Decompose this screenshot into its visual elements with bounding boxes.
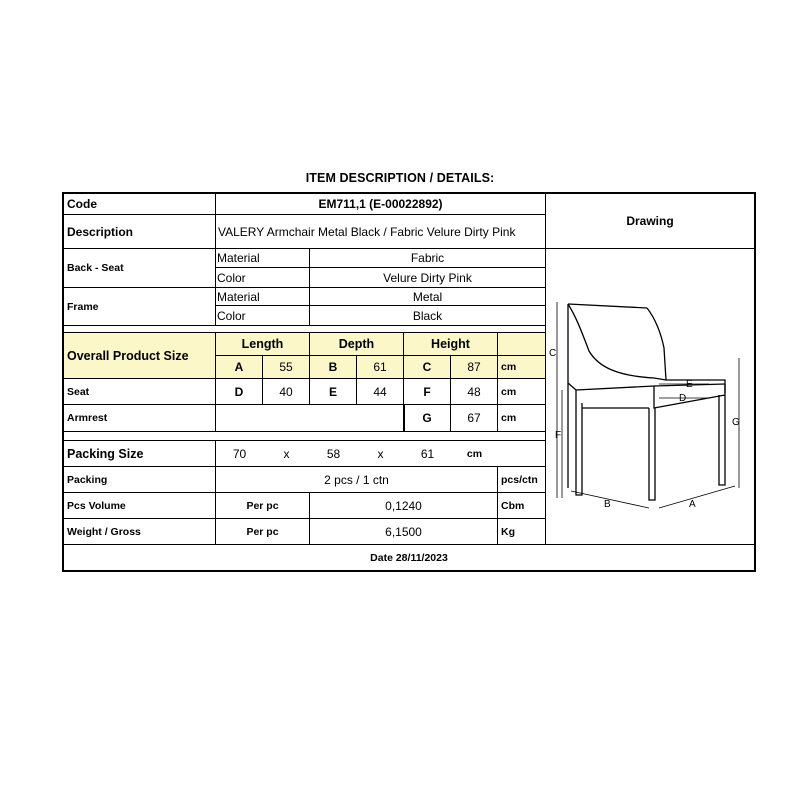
- pcs-volume-unit: Cbm: [498, 493, 546, 519]
- drawing-letter-a: A: [689, 499, 696, 510]
- drawing-letter-b: B: [604, 499, 611, 510]
- armrest-unit: cm: [498, 405, 546, 432]
- packing-label: Packing: [64, 467, 216, 493]
- sheet-title: ITEM DESCRIPTION / DETAILS:: [305, 171, 495, 185]
- pcs-volume-label: Pcs Volume: [64, 493, 216, 519]
- dim-e-key: E: [310, 379, 357, 405]
- description-label: Description: [64, 215, 216, 249]
- chair-drawing: [549, 288, 749, 518]
- chair-leg-front-left: [576, 390, 582, 495]
- divider: [64, 432, 546, 441]
- chair-arm-lower: [576, 384, 725, 390]
- chair-right-back-edge: [647, 308, 666, 380]
- drawing-letter-g: G: [732, 417, 740, 428]
- back-seat-label: Back - Seat: [64, 249, 216, 287]
- drawing-letter-d: D: [679, 393, 687, 404]
- drawing-letter-e: E: [686, 379, 693, 390]
- chair-top-edge: [568, 304, 647, 308]
- packing-width: 58: [326, 446, 341, 461]
- dim-a-value: 55: [263, 356, 310, 379]
- frame-label: Frame: [64, 287, 216, 325]
- dim-c-value: 87: [451, 356, 498, 379]
- dim-e-value: 44: [357, 379, 404, 405]
- back-seat-material-label: Material: [216, 249, 310, 268]
- packing-height: 61: [420, 446, 435, 461]
- frame-color: Black: [310, 306, 546, 325]
- armrest-label: Armrest: [64, 405, 216, 432]
- chair-leg-back-right: [719, 384, 725, 485]
- drawing-letter-c: C: [549, 348, 557, 359]
- armrest-blank: [216, 405, 404, 432]
- packing-size-label: Packing Size: [64, 441, 216, 467]
- frame-material-label: Material: [216, 287, 310, 306]
- length-header: Length: [216, 333, 310, 356]
- code-value: EM711,1 (E-00022892): [216, 194, 546, 215]
- divider: [64, 325, 546, 333]
- dim-a-key: A: [216, 356, 263, 379]
- pcs-volume-value: 0,1240: [310, 493, 498, 519]
- code-label: Code: [64, 194, 216, 215]
- depth-header: Depth: [310, 333, 404, 356]
- dim-c-key: C: [404, 356, 451, 379]
- packing-unit: pcs/ctn: [498, 467, 546, 493]
- frame-material: Metal: [310, 287, 546, 306]
- height-header: Height: [404, 333, 498, 356]
- packing-length: 70: [232, 446, 247, 461]
- dim-a-line: [659, 486, 735, 508]
- back-seat-material: Fabric: [310, 249, 546, 268]
- dim-f-key: F: [404, 379, 451, 405]
- dim-d-value: 40: [263, 379, 310, 405]
- overall-unit: cm: [498, 356, 546, 379]
- description-value: VALERY Armchair Metal Black / Fabric Velure Dirty Pink: [216, 215, 546, 249]
- weight-value: 6,1500: [310, 519, 498, 545]
- frame-color-label: Color: [216, 306, 310, 325]
- packing-size-unit: cm: [466, 447, 483, 460]
- packing-size-row: [216, 441, 546, 467]
- unit-header-blank: [498, 333, 546, 356]
- packing-x-2: x: [377, 446, 384, 461]
- back-seat-color-label: Color: [216, 268, 310, 287]
- weight-per: Per pc: [216, 519, 310, 545]
- chair-back-curve: [568, 304, 654, 378]
- date: Date 28/11/2023: [370, 551, 448, 564]
- drawing-label: Drawing: [546, 194, 754, 249]
- dim-b-key: B: [310, 356, 357, 379]
- back-seat-color: Velure Dirty Pink: [310, 268, 546, 287]
- seat-label: Seat: [64, 379, 216, 405]
- weight-label: Weight / Gross: [64, 519, 216, 545]
- drawing-letter-f: F: [555, 430, 562, 441]
- packing-x-1: x: [283, 446, 290, 461]
- chair-leg-front-right: [649, 408, 655, 500]
- pcs-volume-per: Per pc: [216, 493, 310, 519]
- dim-f-value: 48: [451, 379, 498, 405]
- dim-d-key: D: [216, 379, 263, 405]
- dim-g-key: G: [404, 405, 451, 432]
- dim-g-value: 67: [451, 405, 498, 432]
- overall-size-label: Overall Product Size: [64, 333, 216, 379]
- seat-unit: cm: [498, 379, 546, 405]
- dim-b-value: 61: [357, 356, 404, 379]
- weight-unit: Kg: [498, 519, 546, 545]
- packing-value: 2 pcs / 1 ctn: [216, 467, 498, 493]
